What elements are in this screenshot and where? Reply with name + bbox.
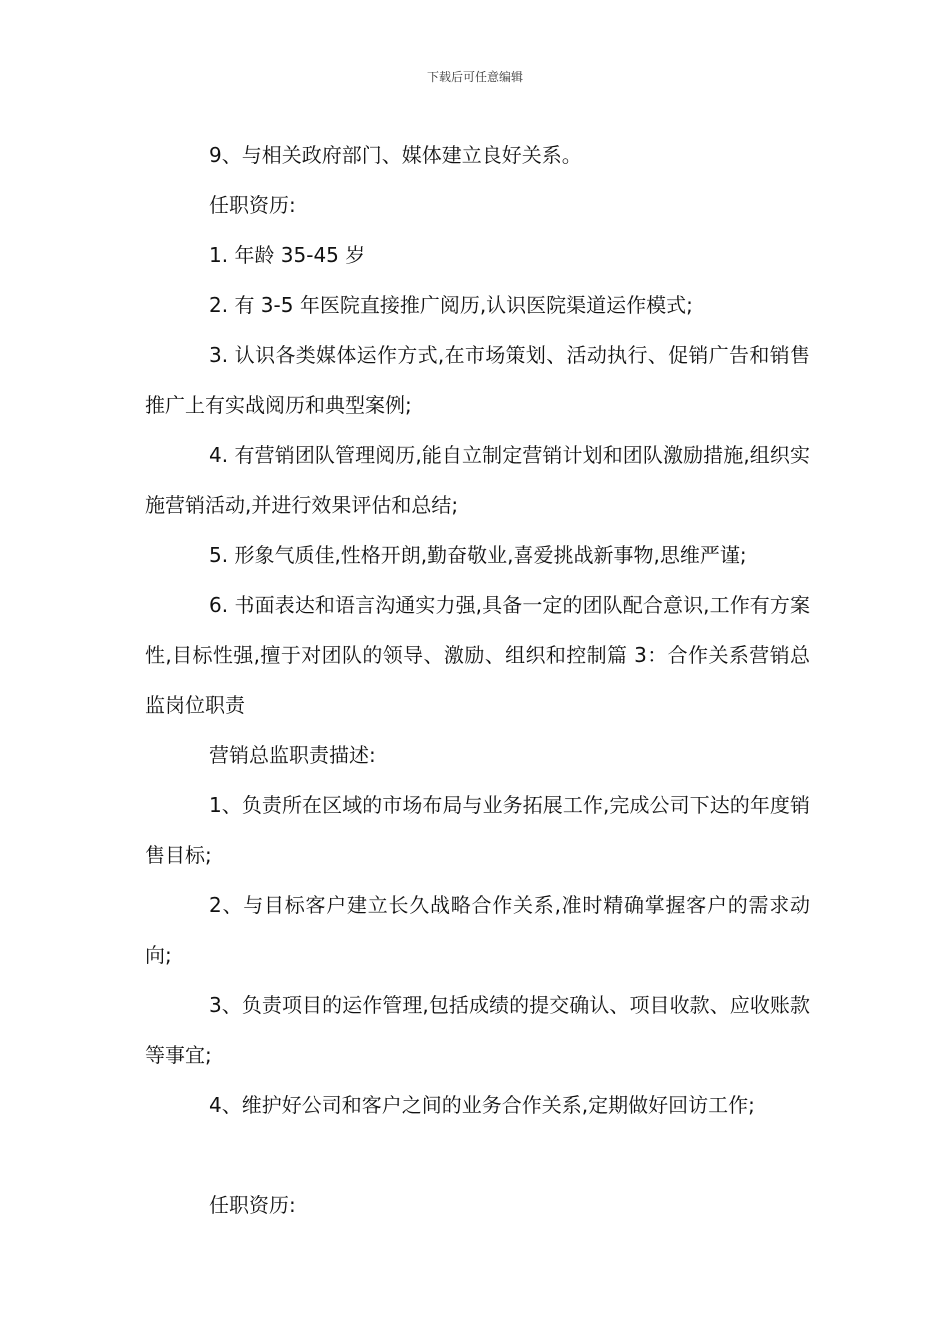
section-heading: 任职资历: xyxy=(209,193,296,217)
section-heading: 营销总监职责描述: xyxy=(209,743,376,767)
document-body xyxy=(145,130,810,1230)
paragraph: 1. 年龄 35-45 岁 xyxy=(209,243,366,267)
paragraph: 2、与目标客户建立长久战略合作关系,准时精确掌握客户的需求动向; xyxy=(145,893,810,967)
paragraph: 2. 有 3-5 年医院直接推广阅历,认识医院渠道运作模式; xyxy=(209,293,693,317)
paragraph: 6. 书面表达和语言沟通实力强,具备一定的团队配合意识,工作有方案性,目标性强,擅于对团队的领导、激励、组织和控制篇 3：合作关系营销总监岗位职责 xyxy=(145,593,810,717)
paragraph: 4. 有营销团队管理阅历,能自立制定营销计划和团队激励措施,组织实施营销活动,并进行效果评估和总结; xyxy=(145,443,810,517)
paragraph: 3. 认识各类媒体运作方式,在市场策划、活动执行、促销广告和销售推广上有实战阅历和典型案例; xyxy=(145,343,810,417)
paragraph: 9、与相关政府部门、媒体建立良好关系。 xyxy=(209,143,582,167)
section-heading: 任职资历: xyxy=(209,1193,296,1217)
paragraph: 3、负责项目的运作管理,包括成绩的提交确认、项目收款、应收账款等事宜; xyxy=(145,993,810,1067)
paragraph: 4、维护好公司和客户之间的业务合作关系,定期做好回访工作; xyxy=(209,1093,755,1117)
page-header: 下载后可任意编辑 xyxy=(426,70,523,84)
blank-line xyxy=(145,1130,810,1180)
paragraph: 5. 形象气质佳,性格开朗,勤奋敬业,喜爱挑战新事物,思维严谨; xyxy=(209,543,747,567)
paragraph: 1、负责所在区域的市场布局与业务拓展工作,完成公司下达的年度销售目标; xyxy=(145,793,810,867)
